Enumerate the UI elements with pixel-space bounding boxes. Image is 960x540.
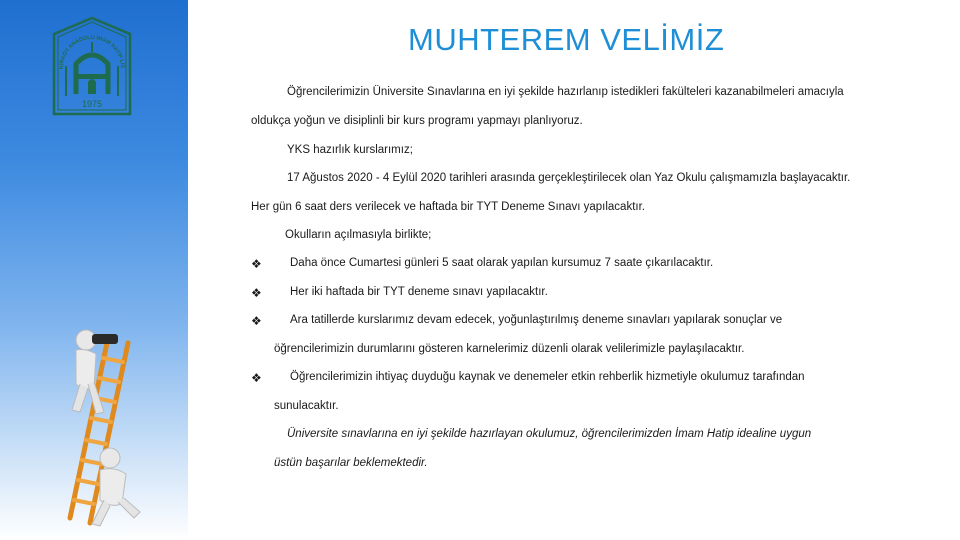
bullet-icon: ❖	[251, 257, 262, 271]
bullet-text: Öğrencilerimizin ihtiyaç duyduğu kaynak ve denemeler etkin rehberlik hizmetiyle okulumuz tarafından	[290, 371, 805, 383]
intro-line-1: Öğrencilerimizin Üniversite Sınavlarına en iyi şekilde hazırlanıp istedikleri fakülteleri kazanabilmeleri amacıyla	[287, 86, 844, 98]
dates-line: 17 Ağustos 2020 - 4 Eylül 2020 tarihleri arasında gerçekleştirilecek olan Yaz Okulu çalışmamızla başlayacaktır.	[287, 172, 851, 184]
bullet-text-cont: sunulacaktır.	[274, 400, 339, 412]
closing-line-2: üstün başarılar beklemektedir.	[274, 457, 428, 469]
bullet-text-cont: öğrencilerimizin durumlarını gösteren karnelerimiz düzenli olarak velilerimizle paylaşılacaktır.	[274, 343, 745, 355]
bullet-icon: ❖	[251, 314, 262, 328]
bullet-text: Ara tatillerde kurslarımız devam edecek, yoğunlaştırılmış deneme sınavları yapılarak sonuçlar ve	[290, 314, 783, 326]
closing-line-1: Üniversite sınavlarına en iyi şekilde hazırlayan okulumuz, öğrencilerimizden İmam Hatip idealine uygun	[287, 428, 812, 440]
yks-heading: YKS hazırlık kurslarımız;	[287, 144, 413, 156]
bullet-text: Daha önce Cumartesi günleri 5 saat olarak yapılan kursumuz 7 saate çıkarılacaktır.	[290, 257, 714, 269]
intro-line-2: oldukça yoğun ve disiplinli bir kurs programı yapmayı planlıyoruz.	[251, 115, 583, 127]
schools-open-line: Okulların açılmasıyla birlikte;	[285, 229, 432, 241]
school-logo	[50, 16, 134, 118]
logo-ring-text: KIRKÖY ANADOLU İMAM HATİP LİS	[58, 34, 126, 70]
bullet-icon: ❖	[251, 286, 262, 300]
bullet-icon: ❖	[251, 371, 262, 385]
page-title: MUHTEREM VELİMİZ	[408, 22, 725, 57]
logo-year: 1975	[81, 99, 103, 109]
bullet-text: Her iki haftada bir TYT deneme sınavı yapılacaktır.	[290, 286, 548, 298]
ladder-illustration	[30, 318, 170, 528]
daily-line: Her gün 6 saat ders verilecek ve haftada bir TYT Deneme Sınavı yapılacaktır.	[251, 201, 645, 213]
